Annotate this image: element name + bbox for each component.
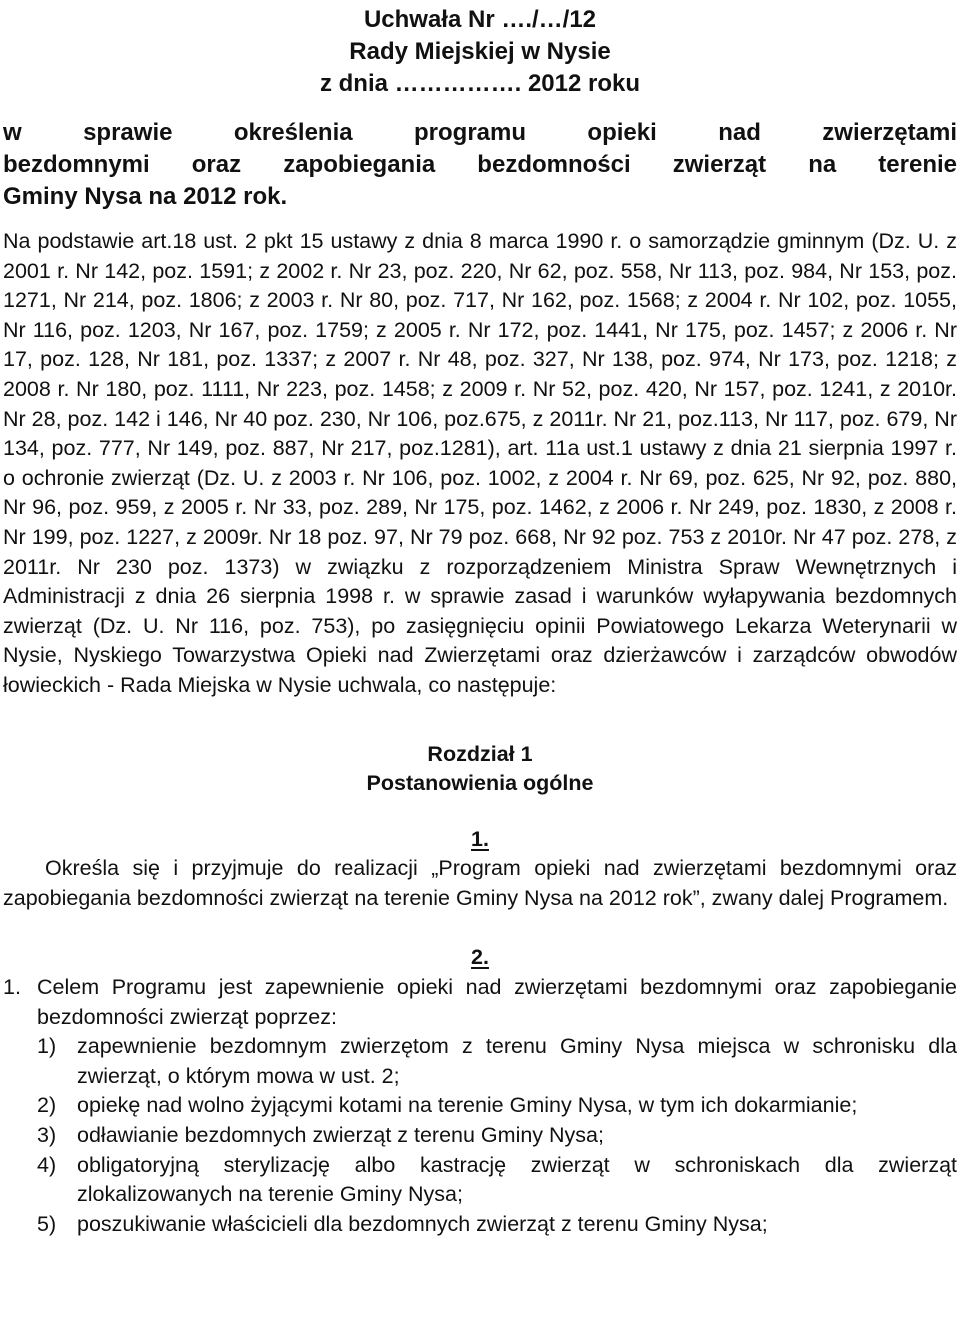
chapter-subtitle: Postanowienia ogólne bbox=[366, 771, 594, 796]
list-item-text: opiekę nad wolno żyjącymi kotami na terenie Gminy Nysa, w tym ich dokarmianie; bbox=[77, 1093, 858, 1118]
list-item-text: obligatoryjną sterylizację albo kastrację zwierząt w schroniskach dla zwierząt zlokalizowanych na terenie Gminy Nysa; bbox=[77, 1152, 957, 1207]
subject-line-1: w sprawie określenia programu opieki nad zwierzętami bbox=[3, 119, 957, 146]
section-1-text: Określa się i przyjmuje do realizacji „Program opieki nad zwierzętami bezdomnymi oraz zapobiegania bezdomności zwierząt na terenie Gminy Nysa na 2012 rok”, zwany dalej Programem. bbox=[3, 856, 957, 910]
section-2-point-1 bbox=[3, 973, 957, 1032]
list-item-text: poszukiwanie właścicieli dla bezdomnych zwierząt z terenu Gminy Nysa; bbox=[77, 1211, 768, 1236]
council-name: Rady Miejskiej w Nysie bbox=[349, 38, 611, 65]
point-number: 1. bbox=[3, 975, 21, 1000]
subject-line-2: bezdomnymi oraz zapobiegania bezdomności zwierząt na terenie bbox=[3, 151, 957, 178]
list-item-number: 2) bbox=[37, 1093, 57, 1118]
list-item bbox=[37, 1151, 957, 1210]
legal-basis-preamble: Na podstawie art.18 ust. 2 pkt 15 ustawy z dnia 8 marca 1990 r. o samorządzie gminnym (Dz. U. z 2001 r. Nr 142, poz. 1591; z 2002 r. Nr 23, poz. 220, Nr 62, poz. 558, Nr 113, poz. 984, Nr 153, poz. 1271, Nr 214, poz. 1806; z 2003 r. Nr 80, poz. 717, Nr 162, poz. 1568; z 2004 r. Nr 102, poz. 1055, Nr 116, poz. 1203, Nr 167, poz. 1759; z 2005 r. Nr 172, poz. 1441, Nr 175, poz. 1457; z 2006 r. Nr 17, poz. 128, Nr 181, poz. 1337; z 2007 r. Nr 48, poz. 327, Nr 138, poz. 974, Nr 173, poz. 1218; z 2008 r. Nr 180, poz. 1111, Nr 223, poz. 1458; z 2009 r. Nr 52, poz. 420, Nr 157, poz. 1241, z 2010r. Nr 28, poz. 142 i 146, Nr 40 poz. 230, Nr 106, poz.675, z 2011r. Nr 21, poz.113, Nr 117, poz. 679, Nr 134, poz. 777, Nr 149, poz. 887, Nr 217, poz.1281), art. 11a ust.1 ustawy z dnia 21 sierpnia 1997 r. o ochronie zwierząt (Dz. U. z 2003 r. Nr 106, poz. 1002, z 2004 r. Nr 69, poz. 625, Nr 92, poz. 880, Nr 96, poz. 959, z 2005 r. Nr 33, poz. 289, Nr 175, poz. 1462, z 2006 r. Nr 249, poz. 1830, z 2008 r. Nr 199, poz. 1227, z 2009r. Nr 18 poz. 97, Nr 79 poz. 668, Nr 92 poz. 753 z 2010r. Nr 47 poz. 278, z 2011r. Nr 230 poz. 1373) w związku z rozporządzeniem Ministra Spraw Wewnętrznych i Administracji z dnia 26 sierpnia 1998 r. w sprawie zasad i warunków wyłapywania bezdomnych zwierząt (Dz. U. Nr 116, poz. 753), po zasięgnięciu opinii Powiatowego Lekarza Weterynarii w Nysie, Nyskiego Towarzystwa Opieki nad Zwierzętami oraz dzierżawców i zarządców obwodów łowieckich - Rada Miejska w Nysie uchwala, co następuje: bbox=[3, 229, 957, 697]
resolution-subject bbox=[3, 117, 957, 213]
chapter-title: Rozdział 1 bbox=[427, 741, 533, 766]
subject-line-3: Gminy Nysa na 2012 rok. bbox=[3, 183, 288, 210]
goals-list bbox=[3, 1032, 957, 1239]
list-item-number: 4) bbox=[37, 1152, 57, 1177]
resolution-header bbox=[3, 0, 957, 100]
list-item bbox=[37, 1210, 957, 1240]
point-text: Celem Programu jest zapewnienie opieki nad zwierzętami bezdomnymi oraz zapobieganie bezdomności zwierząt poprzez: bbox=[37, 975, 957, 1029]
list-item-text: odławianie bezdomnych zwierząt z terenu Gminy Nysa; bbox=[77, 1123, 604, 1148]
list-item bbox=[37, 1091, 957, 1121]
chapter-heading bbox=[3, 740, 957, 799]
section-2-number: 2. bbox=[471, 945, 489, 970]
list-item-text: zapewnienie bezdomnym zwierzętom z terenu Gminy Nysa miejsca w schronisku dla zwierząt, o którym mowa w ust. 2; bbox=[77, 1034, 957, 1088]
list-item-number: 1) bbox=[37, 1034, 57, 1059]
list-item bbox=[37, 1121, 957, 1151]
section-1-number: 1. bbox=[471, 826, 489, 851]
resolution-number: Uchwała Nr …./…/12 bbox=[363, 6, 597, 33]
list-item-number: 3) bbox=[37, 1123, 57, 1148]
resolution-date: z dnia ……………. 2012 roku bbox=[319, 70, 641, 97]
list-item bbox=[37, 1032, 957, 1091]
list-item-number: 5) bbox=[37, 1211, 57, 1236]
